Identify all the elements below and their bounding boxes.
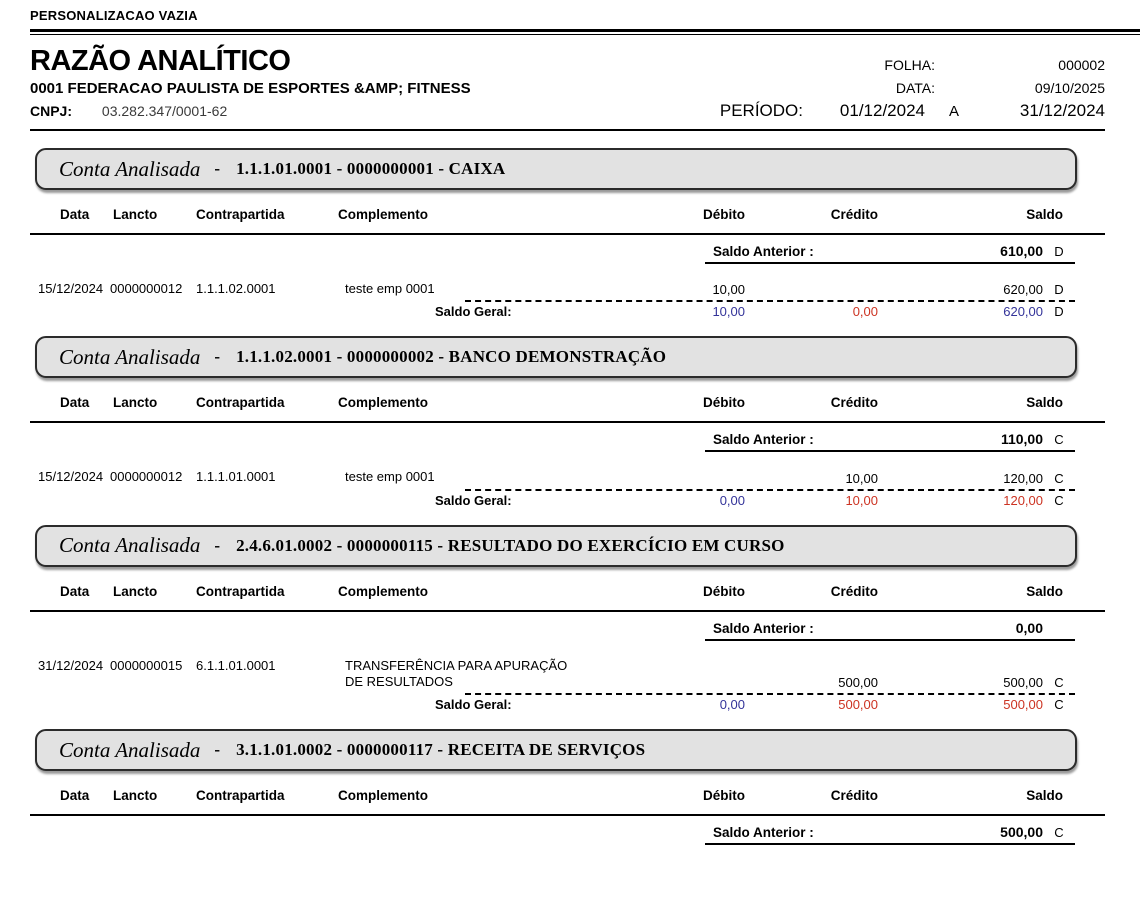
account-section-resultado <box>30 525 1105 713</box>
account-title: 2.4.6.01.0002 - 0000000115 - RESULTADO DO EXERCÍCIO EM CURSO <box>236 535 785 555</box>
saldo-geral-debito: 10,00 <box>712 304 745 320</box>
periodo-separator: A <box>948 103 959 120</box>
saldo-geral-row <box>30 697 1075 712</box>
folha-label: FOLHA: <box>884 57 935 73</box>
col-lancto: Lancto <box>113 395 158 411</box>
entry-contrapartida: 6.1.1.01.0001 <box>196 657 276 673</box>
account-title: 1.1.1.02.0001 - 0000000002 - BANCO DEMONSTRAÇÃO <box>236 347 667 367</box>
company-name: 0001 FEDERACAO PAULISTA DE ESPORTES &AMP; FITNESS <box>30 80 471 97</box>
col-contrapartida: Contrapartida <box>196 395 285 411</box>
saldo-anterior-dc: C <box>1054 825 1064 840</box>
saldo-anterior-value: 0,00 <box>1015 619 1043 636</box>
saldo-anterior-value: 610,00 <box>1000 243 1043 259</box>
saldo-anterior-row <box>705 423 1075 452</box>
entry-complemento: teste emp 0001 <box>345 469 435 485</box>
col-lancto: Lancto <box>113 207 158 222</box>
data-label: DATA: <box>895 80 935 96</box>
col-data: Data <box>60 788 90 803</box>
dash-separator: - <box>214 740 221 759</box>
header-rule <box>30 129 1105 131</box>
saldo-anterior-label: Saldo Anterior : <box>713 244 814 259</box>
col-data: Data <box>60 583 90 599</box>
account-section-banco <box>30 336 1105 507</box>
report-header <box>30 45 1105 121</box>
entry-complemento: teste emp 0001 <box>345 281 435 296</box>
saldo-geral-saldo: 120,00 <box>1003 492 1043 508</box>
entry-complemento <box>326 658 602 691</box>
dashed-rule <box>465 693 1075 695</box>
saldo-anterior-row <box>705 612 1075 641</box>
col-saldo: Saldo <box>1026 788 1063 803</box>
cnpj-label: CNPJ: <box>30 103 73 119</box>
saldo-anterior-label: Saldo Anterior : <box>713 620 814 636</box>
column-header-row <box>30 395 1075 410</box>
entry-lancto: 0000000015 <box>110 657 183 673</box>
periodo-end: 31/12/2024 <box>1019 101 1105 120</box>
account-section-caixa <box>30 148 1105 319</box>
account-section-receita <box>30 729 1105 845</box>
col-contrapartida: Contrapartida <box>196 583 285 599</box>
saldo-anterior-dc: D <box>1054 244 1064 259</box>
account-header-box <box>35 148 1077 190</box>
entry-contrapartida: 1.1.1.01.0001 <box>196 469 276 485</box>
dash-separator: - <box>214 535 221 555</box>
entry-date: 31/12/2024 <box>38 657 104 673</box>
saldo-geral-credito: 10,00 <box>845 492 878 508</box>
saldo-geral-credito: 500,00 <box>838 697 878 712</box>
report-title: RAZÃO ANALÍTICO <box>30 45 291 77</box>
cnpj-value: 03.282.347/0001-62 <box>101 103 228 119</box>
saldo-geral-dc: C <box>1054 697 1064 712</box>
personalization-label: PERSONALIZACAO VAZIA <box>30 8 198 23</box>
col-complemento: Complemento <box>338 583 429 599</box>
saldo-anterior-row <box>705 816 1075 845</box>
dashed-rule <box>465 489 1075 491</box>
saldo-geral-credito: 0,00 <box>852 304 878 320</box>
conta-analisada-label: Conta Analisada <box>59 156 201 181</box>
saldo-geral-row <box>30 493 1075 508</box>
saldo-geral-row <box>30 304 1075 319</box>
column-header-row <box>30 207 1075 222</box>
entry-lancto: 0000000012 <box>110 469 183 485</box>
account-header-box <box>35 729 1077 771</box>
conta-analisada-label: Conta Analisada <box>59 737 201 762</box>
col-credito: Crédito <box>830 788 878 803</box>
entry-credito: 500,00 <box>838 675 878 690</box>
col-contrapartida: Contrapartida <box>196 207 285 222</box>
entry-complemento-line1: TRANSFERÊNCIA PARA APURAÇÃO <box>345 657 568 673</box>
entry-saldo: 120,00 <box>1003 470 1043 486</box>
col-complemento: Complemento <box>338 207 429 222</box>
entry-dc: D <box>1054 282 1064 298</box>
dash-separator: - <box>214 347 221 367</box>
conta-analisada-label: Conta Analisada <box>59 533 201 557</box>
folha-value: 000002 <box>1058 57 1105 73</box>
entry-complemento-line2: DE RESULTADOS <box>345 673 453 689</box>
entry-saldo: 500,00 <box>1003 675 1043 690</box>
col-debito: Débito <box>703 583 745 599</box>
saldo-anterior-value: 110,00 <box>1000 431 1043 448</box>
col-lancto: Lancto <box>113 583 158 599</box>
saldo-geral-label: Saldo Geral: <box>435 304 512 320</box>
col-lancto: Lancto <box>113 788 158 803</box>
col-complemento: Complemento <box>338 788 429 803</box>
periodo-start: 01/12/2024 <box>839 101 925 120</box>
account-title: 3.1.1.01.0002 - 0000000117 - RECEITA DE SERVIÇOS <box>236 740 646 759</box>
col-credito: Crédito <box>830 207 878 222</box>
entry-saldo: 620,00 <box>1003 282 1043 298</box>
entry-date: 15/12/2024 <box>38 469 104 485</box>
column-header-row <box>30 788 1075 803</box>
saldo-geral-debito: 0,00 <box>719 697 745 712</box>
periodo-label: PERÍODO: <box>719 101 803 120</box>
account-title: 1.1.1.01.0001 - 0000000001 - CAIXA <box>236 159 506 178</box>
col-credito: Crédito <box>830 395 878 411</box>
col-debito: Débito <box>703 395 745 411</box>
saldo-geral-label: Saldo Geral: <box>435 697 512 712</box>
saldo-anterior-value: 500,00 <box>1000 824 1043 840</box>
dash-separator: - <box>214 159 221 178</box>
col-data: Data <box>60 395 90 411</box>
entry-dc: C <box>1054 675 1064 690</box>
saldo-geral-saldo: 500,00 <box>1003 697 1043 712</box>
col-saldo: Saldo <box>1026 583 1063 599</box>
conta-analisada-label: Conta Analisada <box>59 344 201 369</box>
saldo-anterior-label: Saldo Anterior : <box>713 432 814 448</box>
saldo-geral-dc: C <box>1054 492 1064 508</box>
entry-credito: 10,00 <box>845 470 878 486</box>
entry-date: 15/12/2024 <box>38 281 104 296</box>
saldo-anterior-label: Saldo Anterior : <box>713 825 814 840</box>
ledger-entry-row <box>30 452 1075 485</box>
ledger-entry-row <box>30 641 1075 691</box>
saldo-geral-dc: D <box>1054 304 1064 320</box>
col-saldo: Saldo <box>1026 207 1063 222</box>
entry-contrapartida: 1.1.1.02.0001 <box>196 281 276 296</box>
ledger-entry-row <box>30 264 1075 297</box>
saldo-geral-label: Saldo Geral: <box>435 492 512 508</box>
col-debito: Débito <box>703 207 745 222</box>
entry-lancto: 0000000012 <box>110 281 183 296</box>
data-value: 09/10/2025 <box>1034 80 1105 96</box>
saldo-anterior-dc: C <box>1054 432 1064 448</box>
col-debito: Débito <box>703 788 745 803</box>
col-saldo: Saldo <box>1026 395 1063 411</box>
saldo-anterior-row <box>705 235 1075 264</box>
col-data: Data <box>60 207 90 222</box>
column-header-row <box>30 584 1075 599</box>
dashed-rule <box>465 300 1075 302</box>
account-header-box <box>35 336 1077 378</box>
header-double-rule <box>30 29 1140 35</box>
entry-dc: C <box>1054 470 1064 486</box>
col-complemento: Complemento <box>338 395 429 411</box>
entry-debito: 10,00 <box>712 282 745 298</box>
col-contrapartida: Contrapartida <box>196 788 285 803</box>
account-header-box <box>35 525 1077 567</box>
saldo-geral-saldo: 620,00 <box>1003 304 1043 320</box>
col-credito: Crédito <box>830 583 878 599</box>
saldo-geral-debito: 0,00 <box>719 492 745 508</box>
